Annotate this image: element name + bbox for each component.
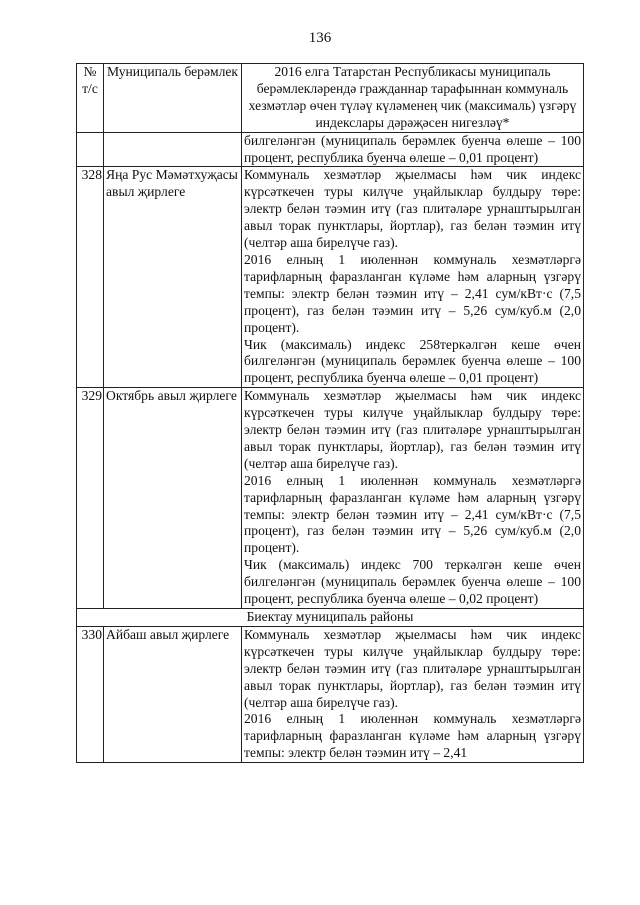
paragraph: 2016 елның 1 июленнән коммуналь хезмәтләргә тарифларның фаразланган күләме һәм аларның үзгәрү темпы: электр белән тәэмин итү – 2,41	[244, 711, 581, 761]
municipality-name: Октябрь авыл җирлеге	[104, 388, 242, 609]
row-number: 330	[77, 626, 104, 762]
table-header-row	[77, 64, 584, 133]
paragraph: Чик (максималь) индекс 258теркәлгән кеше өчен билгеләнгән (муниципаль берәмлек буенча өлеше – 100 процент, республика буенча өлеше – 0,01 процент)	[244, 336, 581, 386]
table-row	[77, 626, 584, 762]
row-number: 328	[77, 167, 104, 388]
paragraph: Чик (максималь) индекс 700 теркәлгән кеше өчен билгеләнгән (муниципаль берәмлек буенча өлеше – 100 процент, республика буенча өлеше – 0,02 процент)	[244, 557, 581, 607]
continuation-text: билгеләнгән (муниципаль берәмлек буенча өлеше – 100 процент, республика буенча өлеше – 0,01 процент)	[242, 132, 584, 167]
paragraph: Коммуналь хезмәтләр җыелмасы һәм чик индекс күрсәткечен туры килүче уңайлыклар булдыру төре: электр белән тәэмин итү (газ плитәләре урнаштырылган авыл торак пунктлары, йортлар), газ белән тәэмин итү (челтәр аша бирелүче газ).	[244, 167, 581, 251]
page-number: 136	[308, 30, 332, 46]
index-table	[76, 63, 584, 763]
index-description	[242, 388, 584, 609]
header-index-title: 2016 елга Татарстан Республикасы муниципаль берәмлекләрендә гражданнар тарафыннан коммуналь хезмәтләр өчен түләү күләменең чик (максималь) үзгәрү индекслары дәрәҗәсен нигезләү*	[242, 64, 584, 133]
municipality-name: Айбаш авыл җирлеге	[104, 626, 242, 762]
row-number: 329	[77, 388, 104, 609]
paragraph: 2016 елның 1 июленнән коммуналь хезмәтләргә тарифларның фаразланган күләме һәм аларның үзгәрү темпы: электр белән тәэмин итү – 2,41 сум/кВт·с (7,5 процент), газ белән тәэмин итү – 5,26 сум/куб.м (2,0 процент).	[244, 472, 581, 556]
municipality-name: Яңа Рус Мәмәтхуҗасы авыл җирлеге	[104, 167, 242, 388]
index-description	[242, 167, 584, 388]
index-description	[242, 626, 584, 762]
district-row	[77, 609, 584, 627]
header-num: № т/с	[77, 64, 104, 133]
paragraph: Коммуналь хезмәтләр җыелмасы һәм чик индекс күрсәткечен туры килүче уңайлыклар булдыру төре: электр белән тәэмин итү (газ плитәләре урнаштырылган авыл торак пунктлары, йортлар), газ белән тәэмин итү (челтәр аша бирелүче газ).	[244, 626, 581, 710]
table-row	[77, 388, 584, 609]
district-heading: Биектау муниципаль районы	[77, 609, 584, 627]
continuation-row	[77, 132, 584, 167]
header-municipality: Муниципаль берәмлек	[104, 64, 242, 133]
paragraph: 2016 елның 1 июленнән коммуналь хезмәтләргә тарифларның фаразланган күләме һәм аларның үзгәрү темпы: электр белән тәэмин итү – 2,41 сум/кВт·с (7,5 процент), газ белән тәэмин итү – 5,26 сум/куб.м (2,0 процент).	[244, 251, 581, 335]
table-row	[77, 167, 584, 388]
paragraph: Коммуналь хезмәтләр җыелмасы һәм чик индекс күрсәткечен туры килүче уңайлыклар булдыру төре: электр белән тәэмин итү (газ плитәләре урнаштырылган авыл торак пунктлары, йортлар), газ белән тәэмин итү (челтәр аша бирелүче газ).	[244, 388, 581, 471]
